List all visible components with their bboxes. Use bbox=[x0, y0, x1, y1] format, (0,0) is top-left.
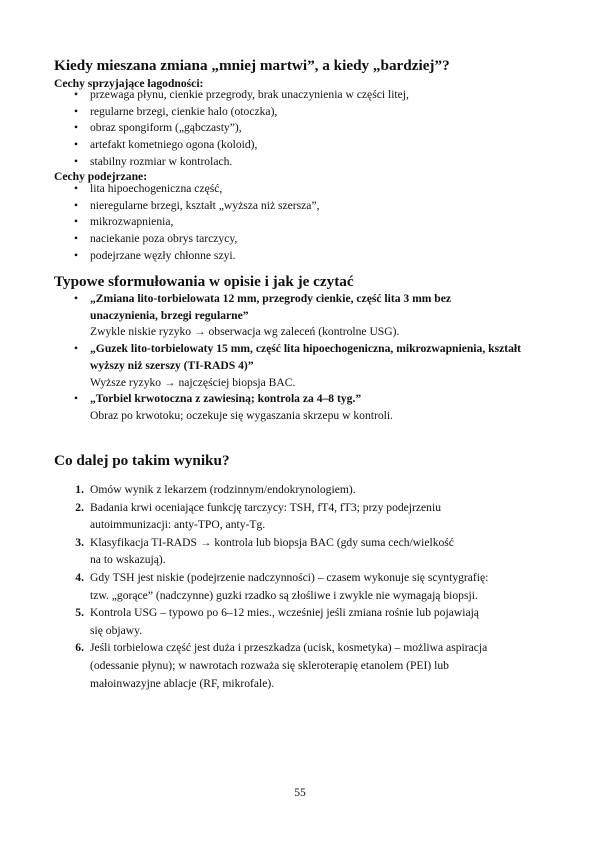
bullet-icon: • bbox=[74, 342, 79, 356]
list-item: 4. Gdy TSH jest niskie (podejrzenie nadczynności) – czasem wykonuje się scyntygrafię: tzw. „gorące” (nadczynne) guzki rzadko są złośliwe i zwykle nie wymagają biopsji. bbox=[54, 569, 524, 604]
list-item: • regularne brzegi, cienkie halo (otoczka), bbox=[54, 104, 409, 121]
list-item bbox=[54, 341, 554, 391]
list-item: 2. Badania krwi oceniające funkcję tarczycy: TSH, fT4, fT3; przy podejrzeniu autoimmunizacji: anty-TPO, anty-Tg. bbox=[54, 499, 524, 534]
bullet-icon: • bbox=[74, 232, 79, 246]
list-item: • naciekanie poza obrys tarczycy, bbox=[54, 231, 320, 248]
bullet-icon: • bbox=[74, 215, 79, 229]
page-number: 55 bbox=[294, 786, 306, 799]
phrase-quote: „Torbiel krwotoczna z zawiesiną; kontrola za 4–8 tyg.” bbox=[90, 392, 362, 406]
benign-features-heading: Cechy sprzyjające łagodności: bbox=[54, 77, 204, 90]
phrase-quote: wyższy niż szerszy (TI-RADS 4)” bbox=[90, 358, 254, 372]
step-number: 4. bbox=[75, 570, 84, 584]
list-item bbox=[54, 391, 554, 424]
section-heading-next-steps: Co dalej po takim wyniku? bbox=[54, 452, 230, 469]
list-item: 5. Kontrola USG – typowo po 6–12 mies., wcześniej jeśli zmiana rośnie lub pojawiają się objawy. bbox=[54, 604, 524, 639]
bullet-icon: • bbox=[74, 292, 79, 305]
bullet-icon: • bbox=[74, 392, 79, 406]
list-item: • lita hipoechogeniczna część, bbox=[54, 181, 320, 198]
bullet-icon: • bbox=[74, 154, 79, 168]
suspicious-features-heading: Cechy podejrzane: bbox=[54, 170, 148, 183]
section-heading-mixed-lesion: Kiedy mieszana zmiana „mniej martwi”, a kiedy „bardziej”? bbox=[54, 57, 450, 74]
bullet-icon: • bbox=[74, 104, 79, 118]
step-number: 3. bbox=[75, 535, 84, 549]
step-number: 5. bbox=[75, 606, 84, 620]
phrase-comment: Zwykle niskie ryzyko → obserwacja wg zaleceń (kontrolne USG). bbox=[90, 325, 400, 339]
list-item: 1. Omów wynik z lekarzem (rodzinnym/endokrynologiem). bbox=[54, 481, 524, 499]
phrase-quote: „Guzek lito-torbielowaty 15 mm, część lita hipoechogeniczna, mikrozwapnienia, kształt bbox=[90, 342, 521, 356]
benign-features-list bbox=[54, 87, 409, 171]
list-item: • przewaga płynu, cienkie przegrody, brak unaczynienia w części litej, bbox=[54, 87, 409, 104]
list-item: • artefakt kometniego ogona (koloid), bbox=[54, 137, 409, 154]
phrase-quote: unaczynienia, brzegi regularne” bbox=[90, 308, 249, 322]
phrase-quote: „Zmiana lito-torbielowata 12 mm, przegrody cienkie, część lita 3 mm bez bbox=[90, 292, 452, 305]
list-item: 6. Jeśli torbielowa część jest duża i przeszkadza (ucisk, kosmetyka) – możliwa aspiracja (odessanie płynu); w nawrotach rozważa się skleroterapię etanolem (PEI) lub małoinwazyjne ablacje (RF, mikrofale). bbox=[54, 639, 524, 692]
list-item: 3. Klasyfikacja TI-RADS → kontrola lub biopsja BAC (gdy suma cech/wielkość na to wskazują). bbox=[54, 534, 524, 569]
bullet-icon: • bbox=[74, 121, 79, 135]
bullet-icon: • bbox=[74, 182, 79, 195]
list-item: • obraz spongiform („gąbczasty”), bbox=[54, 120, 409, 137]
list-item bbox=[54, 291, 554, 341]
list-item: • stabilny rozmiar w kontrolach. bbox=[54, 154, 409, 171]
step-number: 2. bbox=[75, 500, 84, 514]
phrase-comment: Obraz po krwotoku; oczekuje się wygaszania skrzepu w kontroli. bbox=[90, 408, 393, 422]
step-number: 1. bbox=[75, 483, 84, 496]
list-item: • podejrzane węzły chłonne szyi. bbox=[54, 248, 320, 265]
bullet-icon: • bbox=[74, 248, 79, 262]
bullet-icon: • bbox=[74, 138, 79, 152]
suspicious-features-list bbox=[54, 181, 320, 265]
next-steps-list bbox=[54, 481, 524, 692]
report-phrases-list bbox=[54, 291, 554, 425]
bullet-icon: • bbox=[74, 88, 79, 101]
list-item: • nieregularne brzegi, kształt „wyższa niż szersza”, bbox=[54, 198, 320, 215]
step-number: 6. bbox=[75, 641, 84, 655]
section-heading-report-phrases: Typowe sformułowania w opisie i jak je czytać bbox=[54, 273, 354, 290]
list-item: • mikrozwapnienia, bbox=[54, 214, 320, 231]
bullet-icon: • bbox=[74, 198, 79, 212]
phrase-comment: Wyższe ryzyko → najczęściej biopsja BAC. bbox=[90, 375, 296, 389]
